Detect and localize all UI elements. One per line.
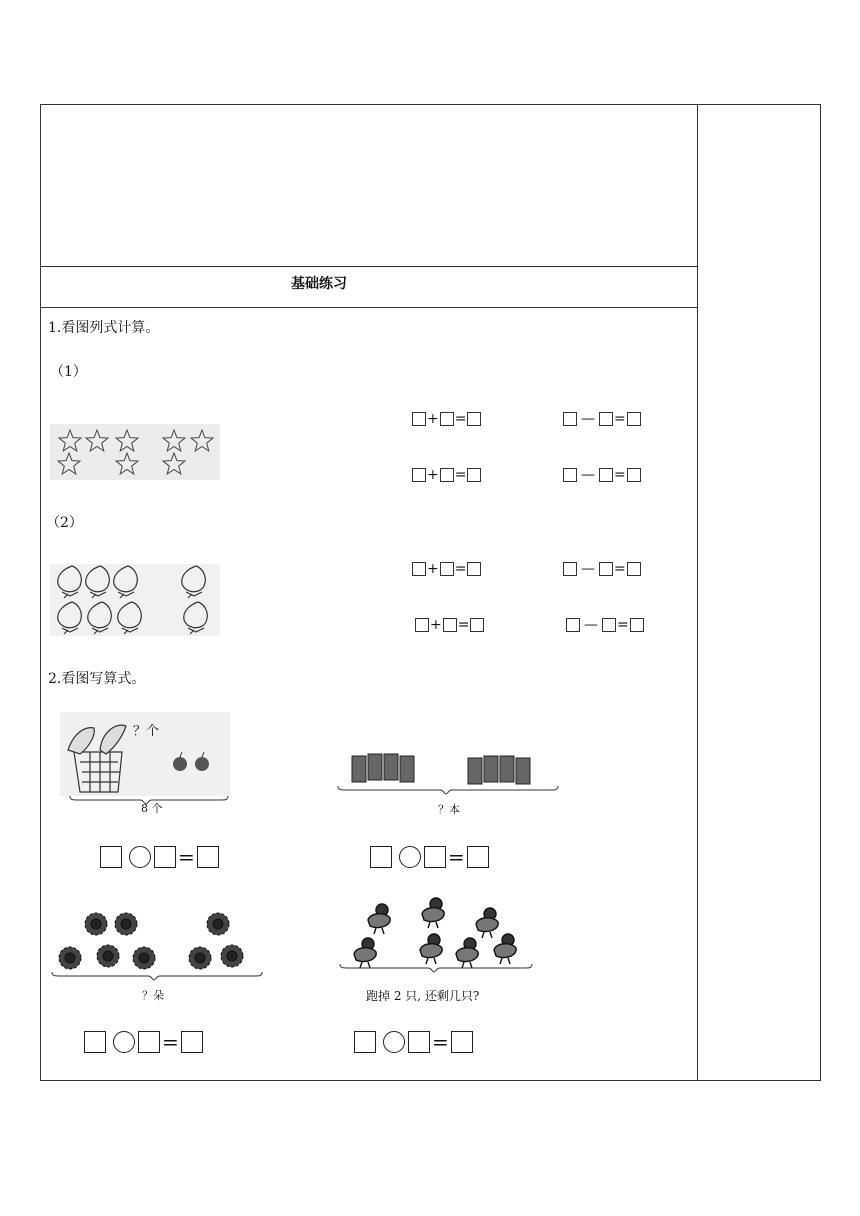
question-1-title: 1.看图列式计算。 xyxy=(48,320,160,336)
row-divider-header xyxy=(40,307,698,308)
equation-books xyxy=(370,846,489,868)
operator-circle[interactable] xyxy=(383,1031,405,1053)
equals-sign: = xyxy=(432,1030,449,1054)
flower-icon xyxy=(133,947,155,969)
chicks-label: 跑掉 2 只, 还剩几只? xyxy=(366,989,480,1003)
answer-box[interactable] xyxy=(415,618,429,632)
book-icon xyxy=(368,754,382,780)
answer-box[interactable] xyxy=(197,846,219,868)
book-icon xyxy=(352,756,366,782)
equals-sign: = xyxy=(617,617,629,633)
flower-icon xyxy=(97,945,119,967)
equation-1b-plus xyxy=(412,467,481,483)
answer-box[interactable] xyxy=(412,412,426,426)
flower-icon xyxy=(207,913,229,935)
peaches-picture xyxy=(50,564,220,636)
bracket xyxy=(52,972,262,980)
answer-box[interactable] xyxy=(627,562,641,576)
equation-1a-minus xyxy=(563,411,641,427)
minus-sign: — xyxy=(581,411,595,427)
answer-box[interactable] xyxy=(563,412,577,426)
chick-icon xyxy=(368,904,390,934)
answer-box[interactable] xyxy=(440,562,454,576)
equation-2a-plus xyxy=(412,561,481,577)
answer-box[interactable] xyxy=(470,618,484,632)
flower-icon xyxy=(59,947,81,969)
flower-icon xyxy=(85,913,107,935)
books-picture xyxy=(336,748,560,798)
minus-sign: — xyxy=(584,617,598,633)
answer-box[interactable] xyxy=(84,1031,106,1053)
chicks-picture xyxy=(338,900,538,978)
answer-box[interactable] xyxy=(181,1031,203,1053)
answer-box[interactable] xyxy=(467,468,481,482)
answer-box[interactable] xyxy=(599,468,613,482)
answer-box[interactable] xyxy=(443,618,457,632)
flower-icon xyxy=(115,913,137,935)
equals-sign: = xyxy=(457,617,470,633)
equals-sign: = xyxy=(614,561,626,577)
answer-box[interactable] xyxy=(566,618,580,632)
book-icon xyxy=(400,756,414,782)
equals-sign: = xyxy=(454,411,467,427)
stars-picture xyxy=(50,424,220,480)
equation-flowers xyxy=(84,1031,203,1053)
operator-circle[interactable] xyxy=(399,846,421,868)
equals-sign: = xyxy=(162,1030,179,1054)
answer-box[interactable] xyxy=(100,846,122,868)
book-icon xyxy=(516,758,530,784)
flowers-label: ？朵 xyxy=(142,989,164,1002)
answer-box[interactable] xyxy=(599,562,613,576)
equation-basket xyxy=(100,846,219,868)
answer-box[interactable] xyxy=(408,1031,430,1053)
basket-question-label: ？个 xyxy=(133,724,160,739)
plus-sign: + xyxy=(430,617,442,633)
equals-sign: = xyxy=(454,467,467,483)
answer-box[interactable] xyxy=(563,468,577,482)
column-divider xyxy=(697,104,698,1081)
plus-sign: + xyxy=(427,411,439,427)
row-divider-top xyxy=(40,266,698,267)
book-icon xyxy=(384,754,398,780)
answer-box[interactable] xyxy=(467,412,481,426)
equals-sign: = xyxy=(454,561,467,577)
answer-box[interactable] xyxy=(451,1031,473,1053)
flower-icon xyxy=(221,945,243,967)
equals-sign: = xyxy=(448,845,465,869)
answer-box[interactable] xyxy=(627,468,641,482)
equation-2b-minus xyxy=(566,617,644,633)
answer-box[interactable] xyxy=(412,562,426,576)
answer-box[interactable] xyxy=(354,1031,376,1053)
answer-box[interactable] xyxy=(630,618,644,632)
plus-sign: + xyxy=(427,467,439,483)
equation-2b-plus xyxy=(415,617,484,633)
equation-chicks xyxy=(354,1031,473,1053)
bracket xyxy=(338,786,558,794)
question-1-sub-2: （2） xyxy=(46,515,83,531)
question-2-title: 2.看图写算式。 xyxy=(48,671,146,687)
answer-box[interactable] xyxy=(563,562,577,576)
books-label: ？本 xyxy=(438,803,460,816)
section-title: 基础练习 xyxy=(291,276,347,292)
answer-box[interactable] xyxy=(467,846,489,868)
operator-circle[interactable] xyxy=(129,846,151,868)
minus-sign: — xyxy=(581,467,595,483)
answer-box[interactable] xyxy=(154,846,176,868)
equals-sign: = xyxy=(614,411,626,427)
book-icon xyxy=(468,758,482,784)
chick-icon xyxy=(420,934,442,964)
book-icon xyxy=(500,756,514,782)
answer-box[interactable] xyxy=(370,846,392,868)
question-1-sub-1: （1） xyxy=(50,364,87,380)
answer-box[interactable] xyxy=(599,412,613,426)
minus-sign: — xyxy=(581,561,595,577)
chick-icon xyxy=(354,938,376,968)
chick-icon xyxy=(476,908,498,938)
answer-box[interactable] xyxy=(440,468,454,482)
equals-sign: = xyxy=(178,845,195,869)
basket-total-label: 8 个 xyxy=(141,802,163,815)
answer-box[interactable] xyxy=(412,468,426,482)
chick-icon xyxy=(494,934,516,964)
plus-sign: + xyxy=(427,561,439,577)
chick-icon xyxy=(422,898,444,928)
equation-1b-minus xyxy=(563,467,641,483)
flower-icon xyxy=(189,947,211,969)
flowers-picture xyxy=(50,906,266,986)
equals-sign: = xyxy=(614,467,626,483)
book-icon xyxy=(484,756,498,782)
answer-box[interactable] xyxy=(627,412,641,426)
answer-box[interactable] xyxy=(424,846,446,868)
equation-1a-plus xyxy=(412,411,481,427)
answer-box[interactable] xyxy=(467,562,481,576)
operator-circle[interactable] xyxy=(113,1031,135,1053)
answer-box[interactable] xyxy=(602,618,616,632)
answer-box[interactable] xyxy=(440,412,454,426)
answer-box[interactable] xyxy=(138,1031,160,1053)
equation-2a-minus xyxy=(563,561,641,577)
chick-icon xyxy=(456,938,478,968)
